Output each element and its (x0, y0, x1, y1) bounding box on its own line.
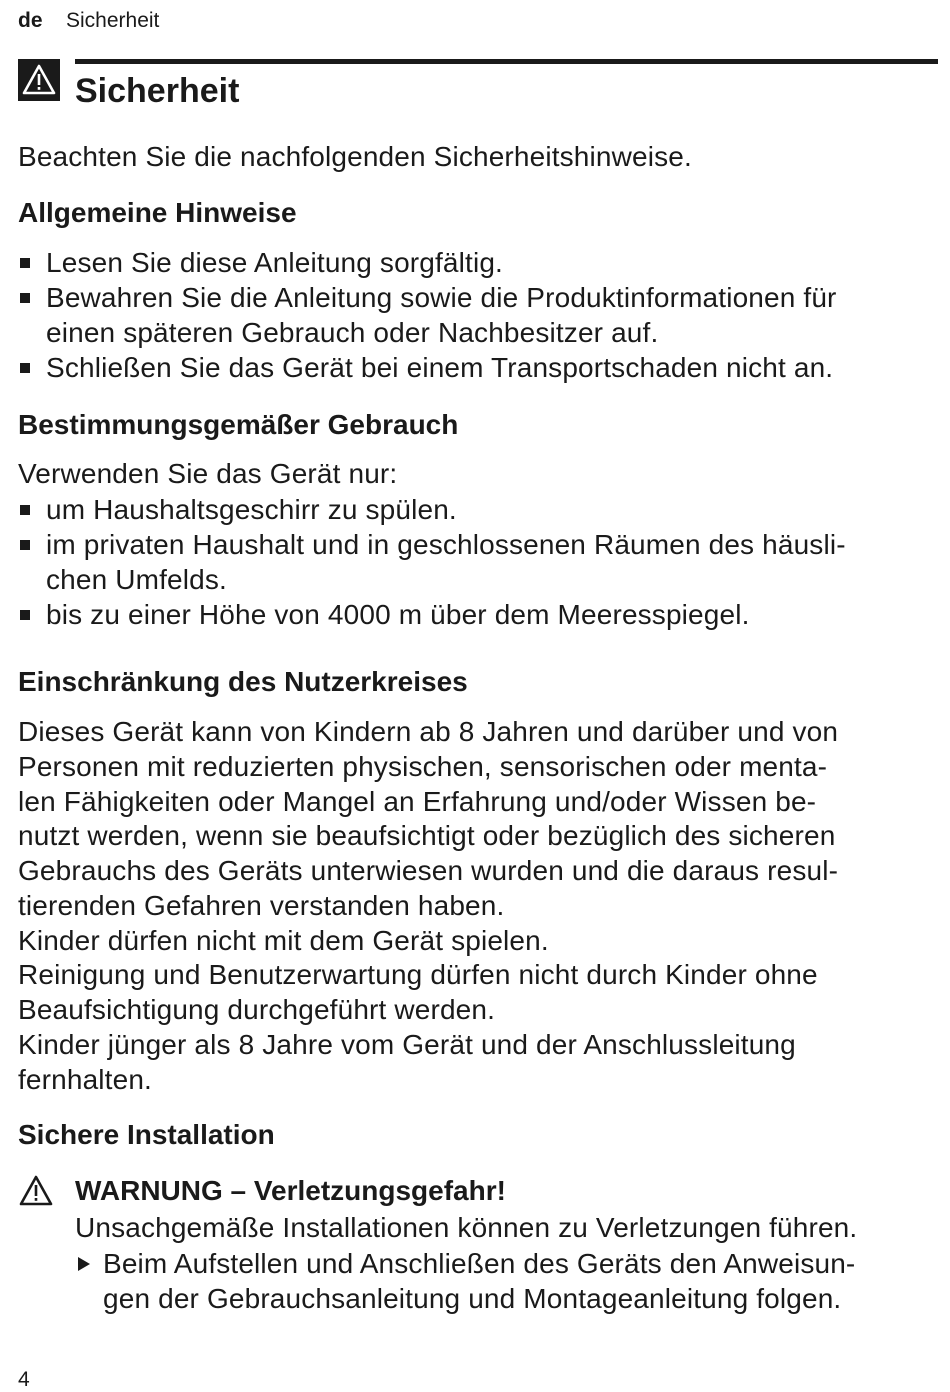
restriction-line: Reinigung und Benutzerwartung dürfen nicht durch Kinder ohne (18, 959, 818, 990)
bullet-square (20, 258, 30, 268)
restriction-line: len Fähigkeiten oder Mangel an Erfahrung und/oder Wissen be- (18, 786, 817, 817)
header-rule (75, 59, 938, 64)
page-number: 4 (18, 1368, 30, 1391)
warning-title: WARNUNG – Verletzungsgefahr! (75, 1175, 506, 1206)
warning-triangle-icon (18, 1174, 54, 1208)
bullet-square (20, 293, 30, 303)
header-language: de (18, 9, 43, 32)
heading-general: Allgemeine Hinweise (18, 197, 297, 228)
intended-use-lead: Verwenden Sie das Gerät nur: (18, 458, 398, 489)
restriction-line: Beaufsichtigung durchgeführt werden. (18, 994, 496, 1025)
bullet-square (20, 505, 30, 515)
restriction-line: Kinder jünger als 8 Jahre vom Gerät und der Anschlussleitung (18, 1029, 796, 1060)
restriction-line: Gebrauchs des Geräts unterwiesen wurden und die daraus resul- (18, 855, 839, 886)
heading-intended-use: Bestimmungsgemäßer Gebrauch (18, 409, 459, 440)
heading-installation: Sichere Installation (18, 1119, 275, 1150)
page-title: Sicherheit (75, 72, 240, 110)
header-title: Sicherheit (66, 9, 160, 32)
heading-user-restriction: Einschränkung des Nutzerkreises (18, 666, 468, 697)
restriction-line: Dieses Gerät kann von Kindern ab 8 Jahren und darüber und von (18, 716, 839, 747)
bullet-square (20, 363, 30, 373)
restriction-line: fernhalten. (18, 1064, 152, 1095)
warning-text: Unsachgemäße Installationen können zu Verletzungen führen. (75, 1212, 858, 1243)
bullet-square (20, 610, 30, 620)
bullet-square (20, 540, 30, 550)
restriction-line: Personen mit reduzierten physischen, sensorischen oder menta- (18, 751, 828, 782)
restriction-line: Kinder dürfen nicht mit dem Gerät spielen. (18, 925, 549, 956)
intro-text: Beachten Sie die nachfolgenden Sicherheitshinweise. (18, 141, 692, 172)
restriction-line: tierenden Gefahren verstanden haben. (18, 890, 505, 921)
step-arrow-icon (78, 1257, 90, 1271)
restriction-line: nutzt werden, wenn sie beaufsichtigt oder bezüglich des sicheren (18, 820, 836, 851)
warning-triangle-icon (18, 59, 60, 101)
